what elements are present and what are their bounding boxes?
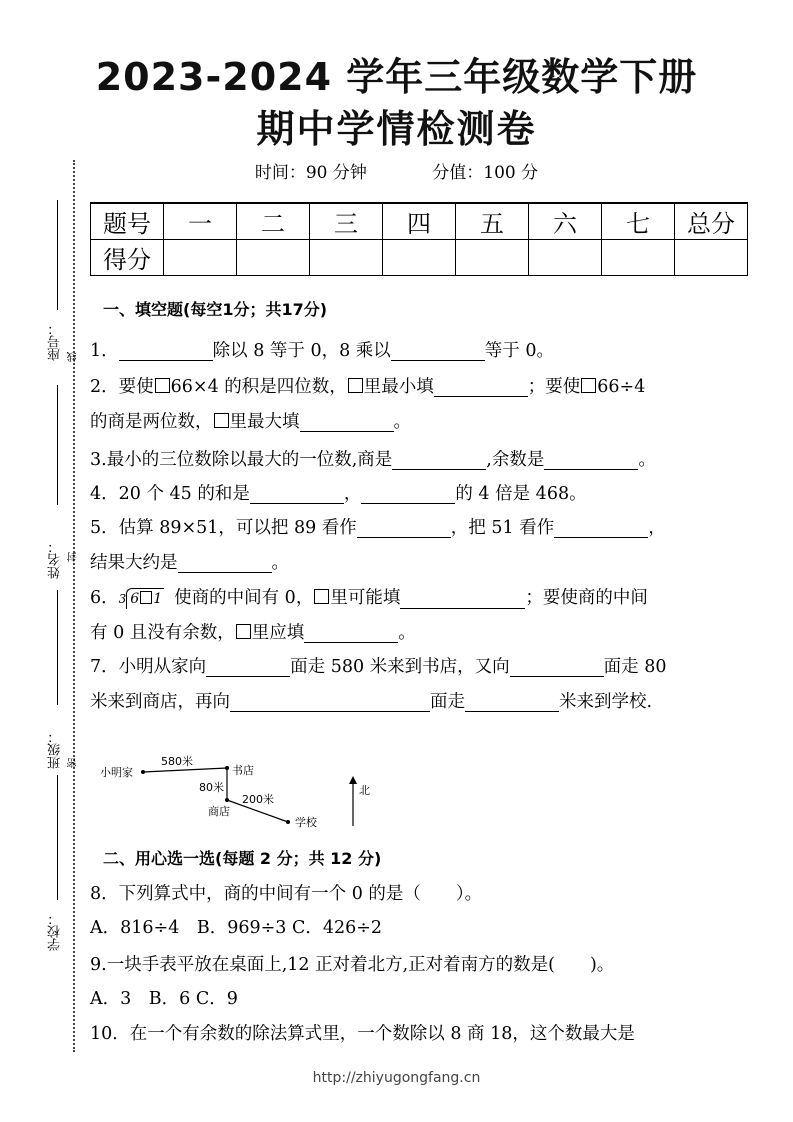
question-3: 3.最小的三位数除以最大的一位数,商是 ,余数是 。	[90, 450, 656, 470]
question-5: 5．估算 89×51，可以把 89 看作 ，把 51 看作 ，	[90, 518, 666, 538]
name-line	[57, 385, 58, 505]
score-cell: 题号	[91, 203, 164, 240]
answer-blank[interactable]	[391, 342, 485, 361]
box-placeholder	[314, 589, 329, 604]
question-7: 7．小明从家向 面走 580 米来到书店，又向 面走 80	[90, 657, 667, 677]
route-home-bookstore	[143, 768, 227, 772]
box-placeholder	[140, 591, 152, 604]
route-map	[95, 752, 385, 832]
section-2-heading: 二、用心选一选(每题 2 分；共 12 分)	[103, 849, 382, 868]
north-label: 北	[359, 784, 370, 797]
answer-blank[interactable]	[544, 451, 638, 470]
bookstore-point	[225, 766, 229, 770]
box-placeholder	[214, 413, 229, 428]
score-cell: 一	[164, 203, 237, 240]
score-input-cell[interactable]	[602, 240, 675, 276]
score-cell: 四	[383, 203, 456, 240]
score-cell: 二	[237, 203, 310, 240]
school-line	[57, 775, 58, 900]
answer-blank[interactable]	[361, 485, 455, 504]
exam-meta	[0, 158, 793, 183]
score-input-cell[interactable]	[675, 240, 748, 276]
bookstore-label: 书店	[232, 764, 254, 777]
time-info: 时间：90 分钟	[254, 163, 367, 183]
answer-blank[interactable]	[510, 658, 604, 677]
mark-seal: 封	[68, 552, 79, 562]
answer-blank[interactable]	[304, 624, 398, 643]
box-placeholder	[236, 624, 251, 639]
question-8: 8．下列算式中，商的中间有一个 0 的是（ ）。	[90, 884, 483, 904]
seat-label: 座号：	[48, 322, 63, 361]
question-9: 9.一块手表平放在桌面上,12 正对着北方,正对着南方的数是( )。	[90, 955, 615, 975]
score-input-cell[interactable]	[237, 240, 310, 276]
answer-blank[interactable]	[206, 658, 290, 677]
score-input-cell[interactable]	[383, 240, 456, 276]
question-9-options: A．3 B．6 C．9	[90, 989, 238, 1009]
class-line	[57, 590, 58, 705]
question-5-cont: 结果大约是 。	[90, 553, 289, 573]
question-7-cont: 米来到商店，再向 面走 米来到学校.	[90, 692, 653, 712]
question-2-cont: 的商是两位数， 里最大填 。	[90, 412, 411, 432]
name-label: 姓名：	[48, 540, 63, 579]
home-label: 小明家	[100, 766, 133, 779]
score-cell: 五	[456, 203, 529, 240]
question-10: 10．在一个有余数的除法算式里，一个数除以 8 商 18，这个数最大是	[90, 1024, 635, 1044]
seat-line	[57, 200, 58, 310]
answer-blank[interactable]	[554, 519, 648, 538]
score-row-label: 得分	[91, 240, 164, 276]
question-2: 2．要使 66×4 的积是四位数， 里最小填 ；要使 66÷4	[90, 377, 646, 397]
score-cell: 七	[602, 203, 675, 240]
answer-blank[interactable]	[392, 451, 486, 470]
distance-80: 80米	[199, 781, 224, 794]
class-label: 班级：	[48, 730, 63, 769]
box-placeholder	[348, 378, 363, 393]
shop-point	[225, 798, 229, 802]
divisor: 3	[118, 592, 127, 606]
score-input-cell[interactable]	[456, 240, 529, 276]
answer-blank[interactable]	[178, 554, 272, 573]
score-table-score-row	[91, 240, 748, 276]
question-8-options: A．816÷4 B．969÷3 C．426÷2	[90, 918, 383, 938]
question-1: 1． 除以 8 等于 0，8 乘以 等于 0。	[90, 341, 554, 361]
title-line-1: 2023-2024 学年三年级数学下册	[95, 55, 698, 99]
score-table-header-row	[91, 203, 748, 240]
score-cell: 三	[310, 203, 383, 240]
shop-label: 商店	[208, 805, 230, 818]
answer-blank[interactable]	[230, 693, 430, 712]
score-info: 分值：100 分	[432, 163, 539, 183]
mark-line: 线	[68, 352, 79, 362]
question-4: 4．20 个 45 的和是 ， 的 4 倍是 468。	[90, 484, 587, 504]
score-cell: 总分	[675, 203, 748, 240]
box-placeholder	[155, 378, 170, 393]
answer-blank[interactable]	[300, 413, 394, 432]
section-1-heading: 一、填空题(每空1分；共17分)	[103, 300, 328, 319]
mark-secret: 密	[68, 758, 79, 768]
answer-blank[interactable]	[400, 590, 525, 609]
answer-blank[interactable]	[250, 485, 344, 504]
score-input-cell[interactable]	[310, 240, 383, 276]
school-point	[286, 820, 290, 824]
box-placeholder	[581, 378, 596, 393]
distance-200: 200米	[242, 793, 274, 806]
question-6: 6．3 6 1 使商的中间有 0， 里可能填 ；要使商的中间	[90, 588, 648, 608]
title-line-2: 期中学情检测卷	[256, 107, 537, 151]
score-cell: 六	[529, 203, 602, 240]
score-input-cell[interactable]	[164, 240, 237, 276]
school-label: 学校：	[48, 912, 63, 951]
question-6-cont: 有 0 且没有余数， 里应填 。	[90, 623, 416, 643]
north-arrow-head	[349, 776, 357, 784]
school-label: 学校	[295, 816, 317, 829]
answer-blank[interactable]	[119, 342, 213, 361]
distance-580: 580米	[161, 755, 193, 768]
answer-blank[interactable]	[434, 378, 528, 397]
answer-blank[interactable]	[357, 519, 451, 538]
score-table	[90, 202, 748, 276]
binding-dotted-line	[73, 160, 75, 1052]
long-division-bracket: 6 1	[126, 588, 164, 609]
score-input-cell[interactable]	[529, 240, 602, 276]
answer-blank[interactable]	[465, 693, 559, 712]
home-point	[141, 770, 145, 774]
footer-url: http://zhiyugongfang.cn	[312, 1070, 481, 1086]
